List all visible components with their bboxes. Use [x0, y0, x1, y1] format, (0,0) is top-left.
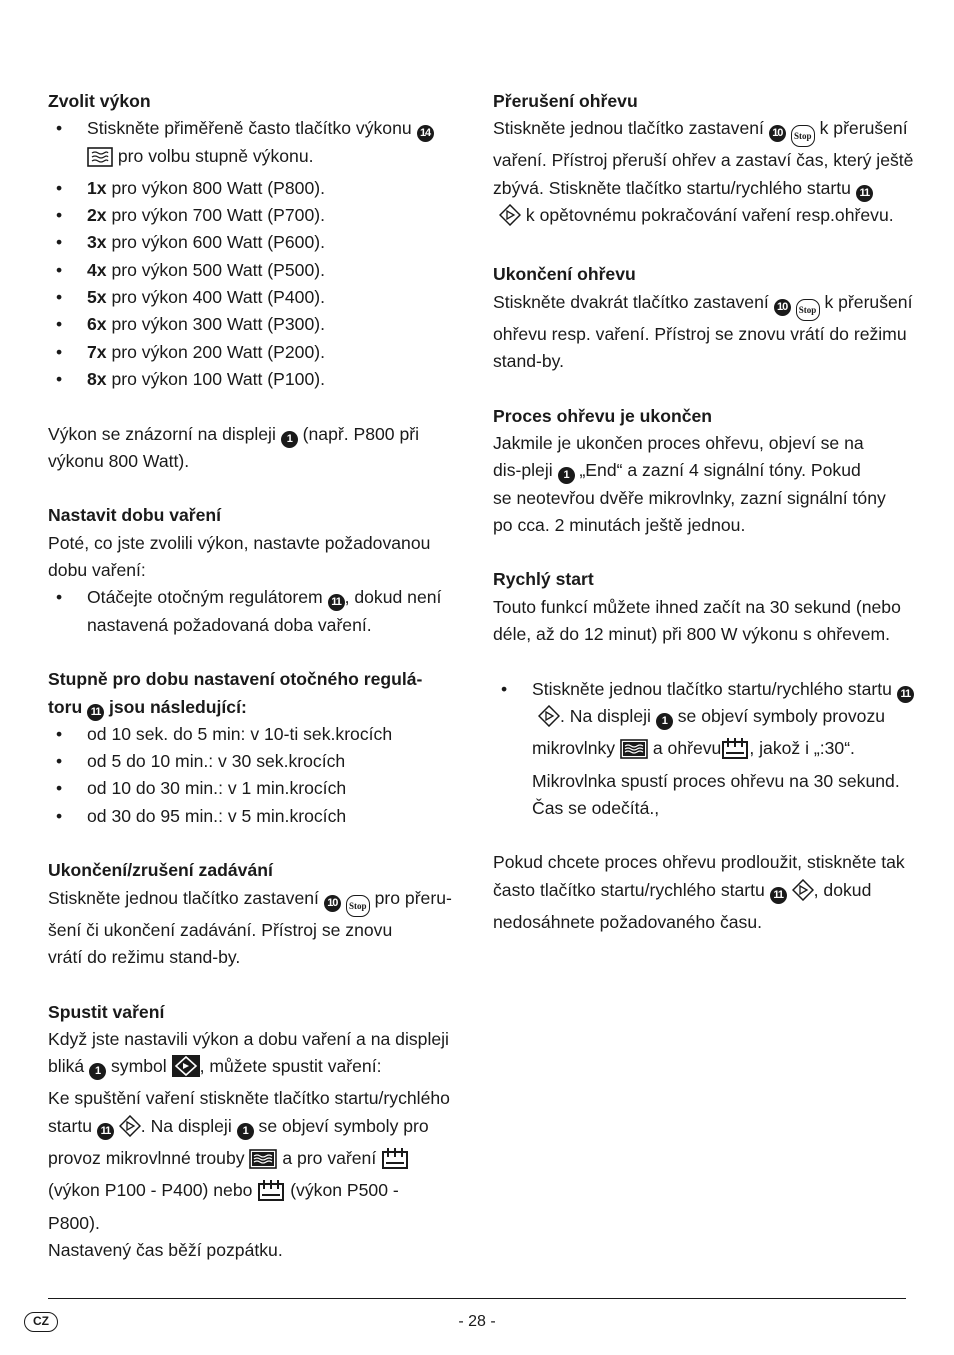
paragraph-line: (výkon P100 - P400) nebo (výkon P500 - [48, 1177, 463, 1209]
step-item: • od 10 sek. do 5 min: v 10-ti sek.krocích [56, 723, 393, 744]
section-title-interrupt: Přerušení ohřevu [493, 91, 638, 111]
heating-icon [381, 1147, 409, 1177]
step-text: od 10 sek. do 5 min: v 10-ti sek.krocích [87, 723, 393, 744]
paragraph-line: výkonu 800 Watt). [48, 450, 190, 471]
step-item: • od 30 do 95 min.: v 5 min.krocích [56, 805, 347, 826]
power-level-item: • 8x pro výkon 100 Watt (P100). [56, 368, 325, 389]
heating-icon [257, 1179, 285, 1209]
power-level-item: • 5x pro výkon 400 Watt (P400). [56, 287, 325, 308]
power-level-presses: 8x [87, 368, 107, 389]
paragraph-line: často tlačítko startu/rychlého startu 11 , dokud [493, 877, 913, 909]
paragraph-line: P800). [48, 1212, 100, 1233]
power-level-presses: 1x [87, 177, 107, 198]
stop-button-icon: Stop [346, 895, 370, 917]
power-level-text: pro výkon 300 Watt (P300). [106, 314, 325, 335]
paragraph-line: Nastavený čas běží pozpátku. [48, 1239, 283, 1260]
list-item: • Stiskněte jednou tlačítko startu/rychlého startu 11 [493, 676, 913, 703]
section-title-end-heating: Ukončení ohřevu [493, 264, 636, 285]
step-text: od 30 do 95 min.: v 5 min.krocích [87, 805, 347, 826]
start-diamond-icon [119, 1115, 141, 1145]
paragraph-line: Poté, co jste zvolili výkon, nastavte požadovanou [48, 532, 431, 553]
microwave-icon [249, 1149, 277, 1177]
paragraph-line: Ke spuštění vaření stiskněte tlačítko startu/rychlého [48, 1088, 450, 1109]
paragraph-line: ohřevu resp. vaření. Přístroj se znovu vrátí do režimu [493, 323, 907, 344]
microwave-icon [620, 739, 648, 767]
left-column [48, 88, 463, 1264]
paragraph-line: Stiskněte dvakrát tlačítko zastavení 10 Stop k přerušení [493, 289, 913, 321]
microwave-power-icon [87, 147, 113, 175]
callout-11-icon: 11 [770, 887, 787, 904]
paragraph-line: k opětovnému pokračování vaření resp.ohřevu. [493, 202, 913, 234]
callout-10-icon: 10 [769, 125, 786, 142]
heating-icon [721, 737, 749, 767]
callout-1-icon: 1 [237, 1123, 254, 1140]
paragraph-line: se neotevřou dvěře mikrovlnky, zazní signální tóny [493, 487, 886, 508]
power-level-text: pro výkon 400 Watt (P400). [106, 287, 325, 308]
power-level-text: pro výkon 500 Watt (P500). [106, 259, 325, 280]
paragraph-line: stand-by. [493, 351, 565, 372]
paragraph-line: zbývá. Stiskněte tlačítko startu/rychlého startu 11 [493, 175, 913, 202]
step-item: • od 10 do 30 min.: v 1 min.krocích [56, 778, 347, 799]
paragraph-line: dis-pleji 1 „End“ a zazní 4 signální tóny. Pokud [493, 457, 913, 484]
paragraph-line: Pokud chcete proces ohřevu prodloužit, stiskněte tak [493, 852, 905, 873]
step-item: • od 5 do 10 min.: v 30 sek.krocích [56, 751, 346, 772]
paragraph-line: nedosáhnete požadovaného času. [493, 912, 763, 933]
footer-divider [48, 1298, 906, 1299]
section-title-process-ended: Proces ohřevu je ukončen [493, 405, 713, 426]
power-level-item: • 2x pro výkon 700 Watt (P700). [56, 205, 325, 226]
paragraph-line: po cca. 2 minutách ještě jednou. [493, 514, 746, 535]
right-column [493, 88, 913, 936]
list-item-continuation: Čas se odečítá., [532, 797, 660, 818]
callout-11-icon: 11 [97, 1123, 114, 1140]
power-level-presses: 3x [87, 232, 107, 253]
section-title-steps-2: toru 11 jsou následující: [48, 694, 463, 721]
power-level-presses: 5x [87, 287, 107, 308]
power-level-presses: 7x [87, 341, 107, 362]
callout-11-icon: 11 [856, 185, 873, 202]
power-level-presses: 4x [87, 259, 107, 280]
callout-10-icon: 10 [774, 299, 791, 316]
paragraph-line: dobu vaření: [48, 560, 146, 581]
start-diamond-icon [499, 204, 521, 234]
list-item-continuation: nastavená požadovaná doba vaření. [87, 614, 372, 635]
section-title-cancel: Ukončení/zrušení zadávání [48, 860, 273, 881]
paragraph-line: vaření. Přístroj přeruší ohřev a zastaví čas, který ještě [493, 150, 914, 171]
paragraph-line: Touto funkcí můžete ihned začít na 30 sekund (nebo [493, 596, 901, 617]
paragraph-line: déle, až do 12 minut) při 800 W výkonu s ohřevem. [493, 624, 891, 645]
list-item-continuation: . Na displeji 1 se objeví symboly provozu [493, 703, 913, 735]
paragraph-line: provoz mikrovlnné trouby a pro vaření [48, 1145, 463, 1177]
page-number: - 28 - [458, 1313, 496, 1330]
paragraph-line: Když jste nastavili výkon a dobu vaření a na displeji [48, 1028, 449, 1049]
power-level-text: pro výkon 200 Watt (P200). [106, 341, 325, 362]
callout-1-icon: 1 [656, 713, 673, 730]
paragraph-line: bliká 1 symbol , můžete spustit vaření: [48, 1053, 463, 1085]
power-level-item: • 6x pro výkon 300 Watt (P300). [56, 314, 325, 335]
start-diamond-icon [538, 705, 560, 735]
paragraph-line: Jakmile je ukončen proces ohřevu, objeví se na [493, 432, 864, 453]
power-level-text: pro výkon 800 Watt (P800). [106, 177, 325, 198]
callout-1-icon: 1 [89, 1063, 106, 1080]
paragraph-line: Stiskněte jednou tlačítko zastavení 10 Stop pro přeru- [48, 885, 463, 917]
language-badge: CZ [24, 1312, 58, 1332]
list-item: • Otáčejte otočným regulátorem 11 , dokud není [48, 584, 463, 611]
section-title-quick-start: Rychlý start [493, 569, 594, 590]
list-item-continuation: Mikrovlnka spustí proces ohřevu na 30 sekund. [532, 770, 900, 791]
power-level-presses: 2x [87, 205, 107, 226]
step-text: od 5 do 10 min.: v 30 sek.krocích [87, 751, 346, 772]
stop-button-icon: Stop [791, 125, 815, 147]
paragraph-line: startu 11 . Na displeji 1 se objeví symboly pro [48, 1113, 463, 1145]
power-level-text: pro výkon 600 Watt (P600). [106, 232, 325, 253]
callout-11-icon: 11 [328, 594, 345, 611]
stop-button-icon: Stop [796, 299, 820, 321]
list-item: • Stiskněte přiměřeně často tlačítko výkonu 14 [48, 115, 463, 142]
paragraph-line: šení či ukončení zadávání. Přístroj se znovu [48, 919, 393, 940]
paragraph-line: Výkon se znázorní na displeji 1 (např. P800 při [48, 421, 463, 448]
section-title-steps: Stupně pro dobu nastavení otočného regulá- [48, 669, 423, 690]
steps-list [48, 721, 463, 830]
section-title-power: Zvolit výkon [48, 91, 151, 111]
list-item-continuation: mikrovlnky a ohřevu , jakož i „:30“. [493, 735, 913, 767]
section-title-start: Spustit vaření [48, 1001, 165, 1022]
callout-10-icon: 10 [324, 895, 341, 912]
list-item-continuation: pro volbu stupně výkonu. [48, 143, 463, 175]
paragraph-line: Stiskněte jednou tlačítko zastavení 10 Stop k přerušení [493, 115, 913, 147]
power-level-item: • 1x pro výkon 800 Watt (P800). [56, 177, 325, 198]
power-level-item: • 3x pro výkon 600 Watt (P600). [56, 232, 325, 253]
section-title-cooking-time: Nastavit dobu vaření [48, 505, 222, 526]
callout-1-icon: 1 [281, 431, 298, 448]
power-level-text: pro výkon 700 Watt (P700). [106, 205, 325, 226]
callout-1-icon: 1 [558, 467, 575, 484]
power-level-item: • 7x pro výkon 200 Watt (P200). [56, 341, 325, 362]
paragraph-line: vrátí do režimu stand-by. [48, 946, 241, 967]
callout-14-icon: 14 [417, 125, 434, 142]
callout-11-icon: 11 [897, 686, 914, 703]
power-level-text: pro výkon 100 Watt (P100). [106, 368, 325, 389]
power-level-list [48, 175, 463, 393]
power-level-item: • 4x pro výkon 500 Watt (P500). [56, 259, 325, 280]
start-diamond-icon [792, 879, 814, 909]
step-text: od 10 do 30 min.: v 1 min.krocích [87, 778, 347, 799]
start-symbol-icon [172, 1055, 200, 1085]
power-level-presses: 6x [87, 314, 107, 335]
callout-11-icon: 11 [87, 704, 104, 721]
